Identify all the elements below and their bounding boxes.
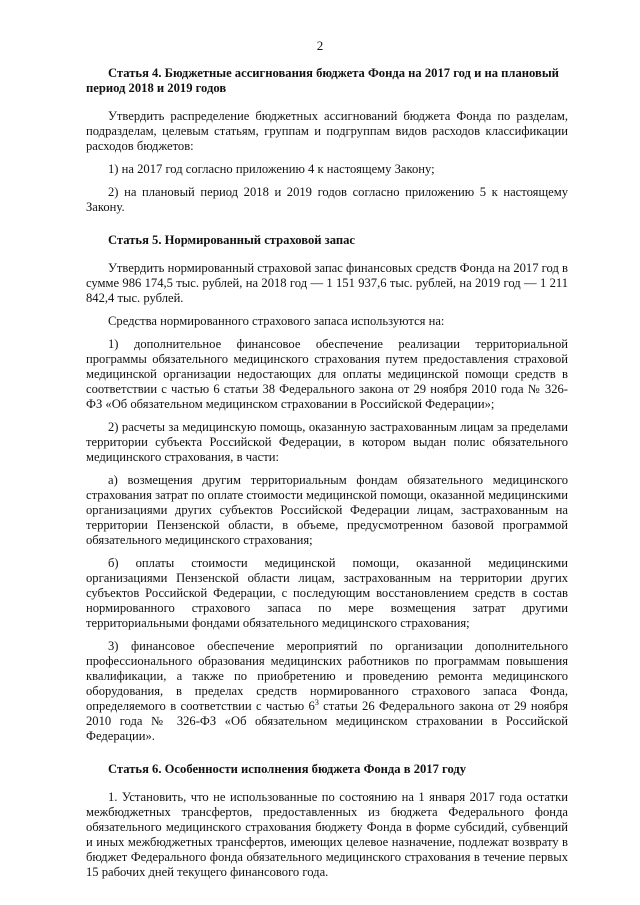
article-5-title: Статья 5. Нормированный страховой запас (108, 233, 355, 247)
article-5-item-1: 1) дополнительное финансовое обеспечение реализации территориальной программы обязательного медицинского страхования путем предоставления страховой медицинской организации недостающих для оплаты медицинской помощи средств в соответствии с частью 6 статьи 38 Федерального закона от 29 ноября 2010 года № 326-ФЗ «Об обязательном медицинском страховании в Российской Федерации»; (86, 337, 568, 411)
article-4-item-2: 2) на плановый период 2018 и 2019 годов согласно приложению 5 к настоящему Закону. (86, 185, 568, 214)
article-5-item-2b: б) оплаты стоимости медицинской помощи, оказанной медицинскими организациями Пензенской области лицам, застрахованным на территории других субъектов Российской Федерации, с последующим восстановлением средств в состав нормированного страхового запаса по мере возмещения затрат другими территориальными фондами обязательного медицинского страхования; (86, 556, 568, 630)
page-number: 2 (316, 38, 324, 53)
article-4-item-1: 1) на 2017 год согласно приложению 4 к настоящему Закону; (108, 162, 435, 176)
document-body (86, 66, 568, 880)
article-5-item-3-superscript: 3 (314, 698, 319, 707)
article-5-item-3 (86, 639, 568, 744)
article-5-paragraph-2: Средства нормированного страхового запаса используются на: (108, 314, 445, 328)
article-6-title: Статья 6. Особенности исполнения бюджета Фонда в 2017 году (108, 762, 467, 776)
article-5-item-2a: а) возмещения другим территориальным фондам обязательного медицинского страхования затрат по оплате стоимости медицинской помощи, оказанной медицинскими организациями других субъектов Российской Федерации лицам, застрахованным на территории Пензенской области, в объеме, предусмотренном базовой программой обязательного медицинского страхования; (86, 473, 568, 547)
article-5-item-2: 2) расчеты за медицинскую помощь, оказанную застрахованным лицам за пределами территории субъекта Российской Федерации, в котором выдан полис обязательного медицинского страхования, в части: (86, 420, 568, 464)
article-5-paragraph-1: Утвердить нормированный страховой запас финансовых средств Фонда на 2017 год в сумме 986 174,5 тыс. рублей, на 2018 год — 1 151 937,6 тыс. рублей, на 2019 год — 1 211 842,4 тыс. рублей. (86, 261, 568, 305)
article-5-item-3-text-b: статьи 26 Федерального закона от 29 ноября 2010 года № 326-ФЗ «Об обязательном медицинском страховании в Российской Федерации». (86, 699, 568, 743)
article-5-item-3-text-a: 3) финансовое обеспечение мероприятий по организации дополнительного профессионального образования медицинских работников по программам повышения квалификации, а также по приобретению и проведению ремонта медицинского оборудования, в пределах средств нормированного страхового запаса Фонда, определяемого в соответствии с частью 6 (86, 639, 568, 713)
article-6-paragraph-1: 1. Установить, что не использованные по состоянию на 1 января 2017 года остатки межбюджетных трансфертов, предоставленных из бюджета Федерального фонда обязательного медицинского страхования бюджету Фонда в форме субсидий, субвенций и иных межбюджетных трансфертов, имеющих целевое назначение, подлежат возврату в бюджет Федерального фонда обязательного медицинского страхования в течение первых 15 рабочих дней текущего финансового года. (86, 790, 568, 879)
article-4-intro: Утвердить распределение бюджетных ассигнований бюджета Фонда по разделам, подразделам, целевым статьям, группам и подгруппам видов расходов классификации расходов бюджетов: (86, 109, 568, 153)
article-4-title: Статья 4. Бюджетные ассигнования бюджета Фонда на 2017 год и на плановый период 2018 и 2019 годов (86, 66, 559, 95)
